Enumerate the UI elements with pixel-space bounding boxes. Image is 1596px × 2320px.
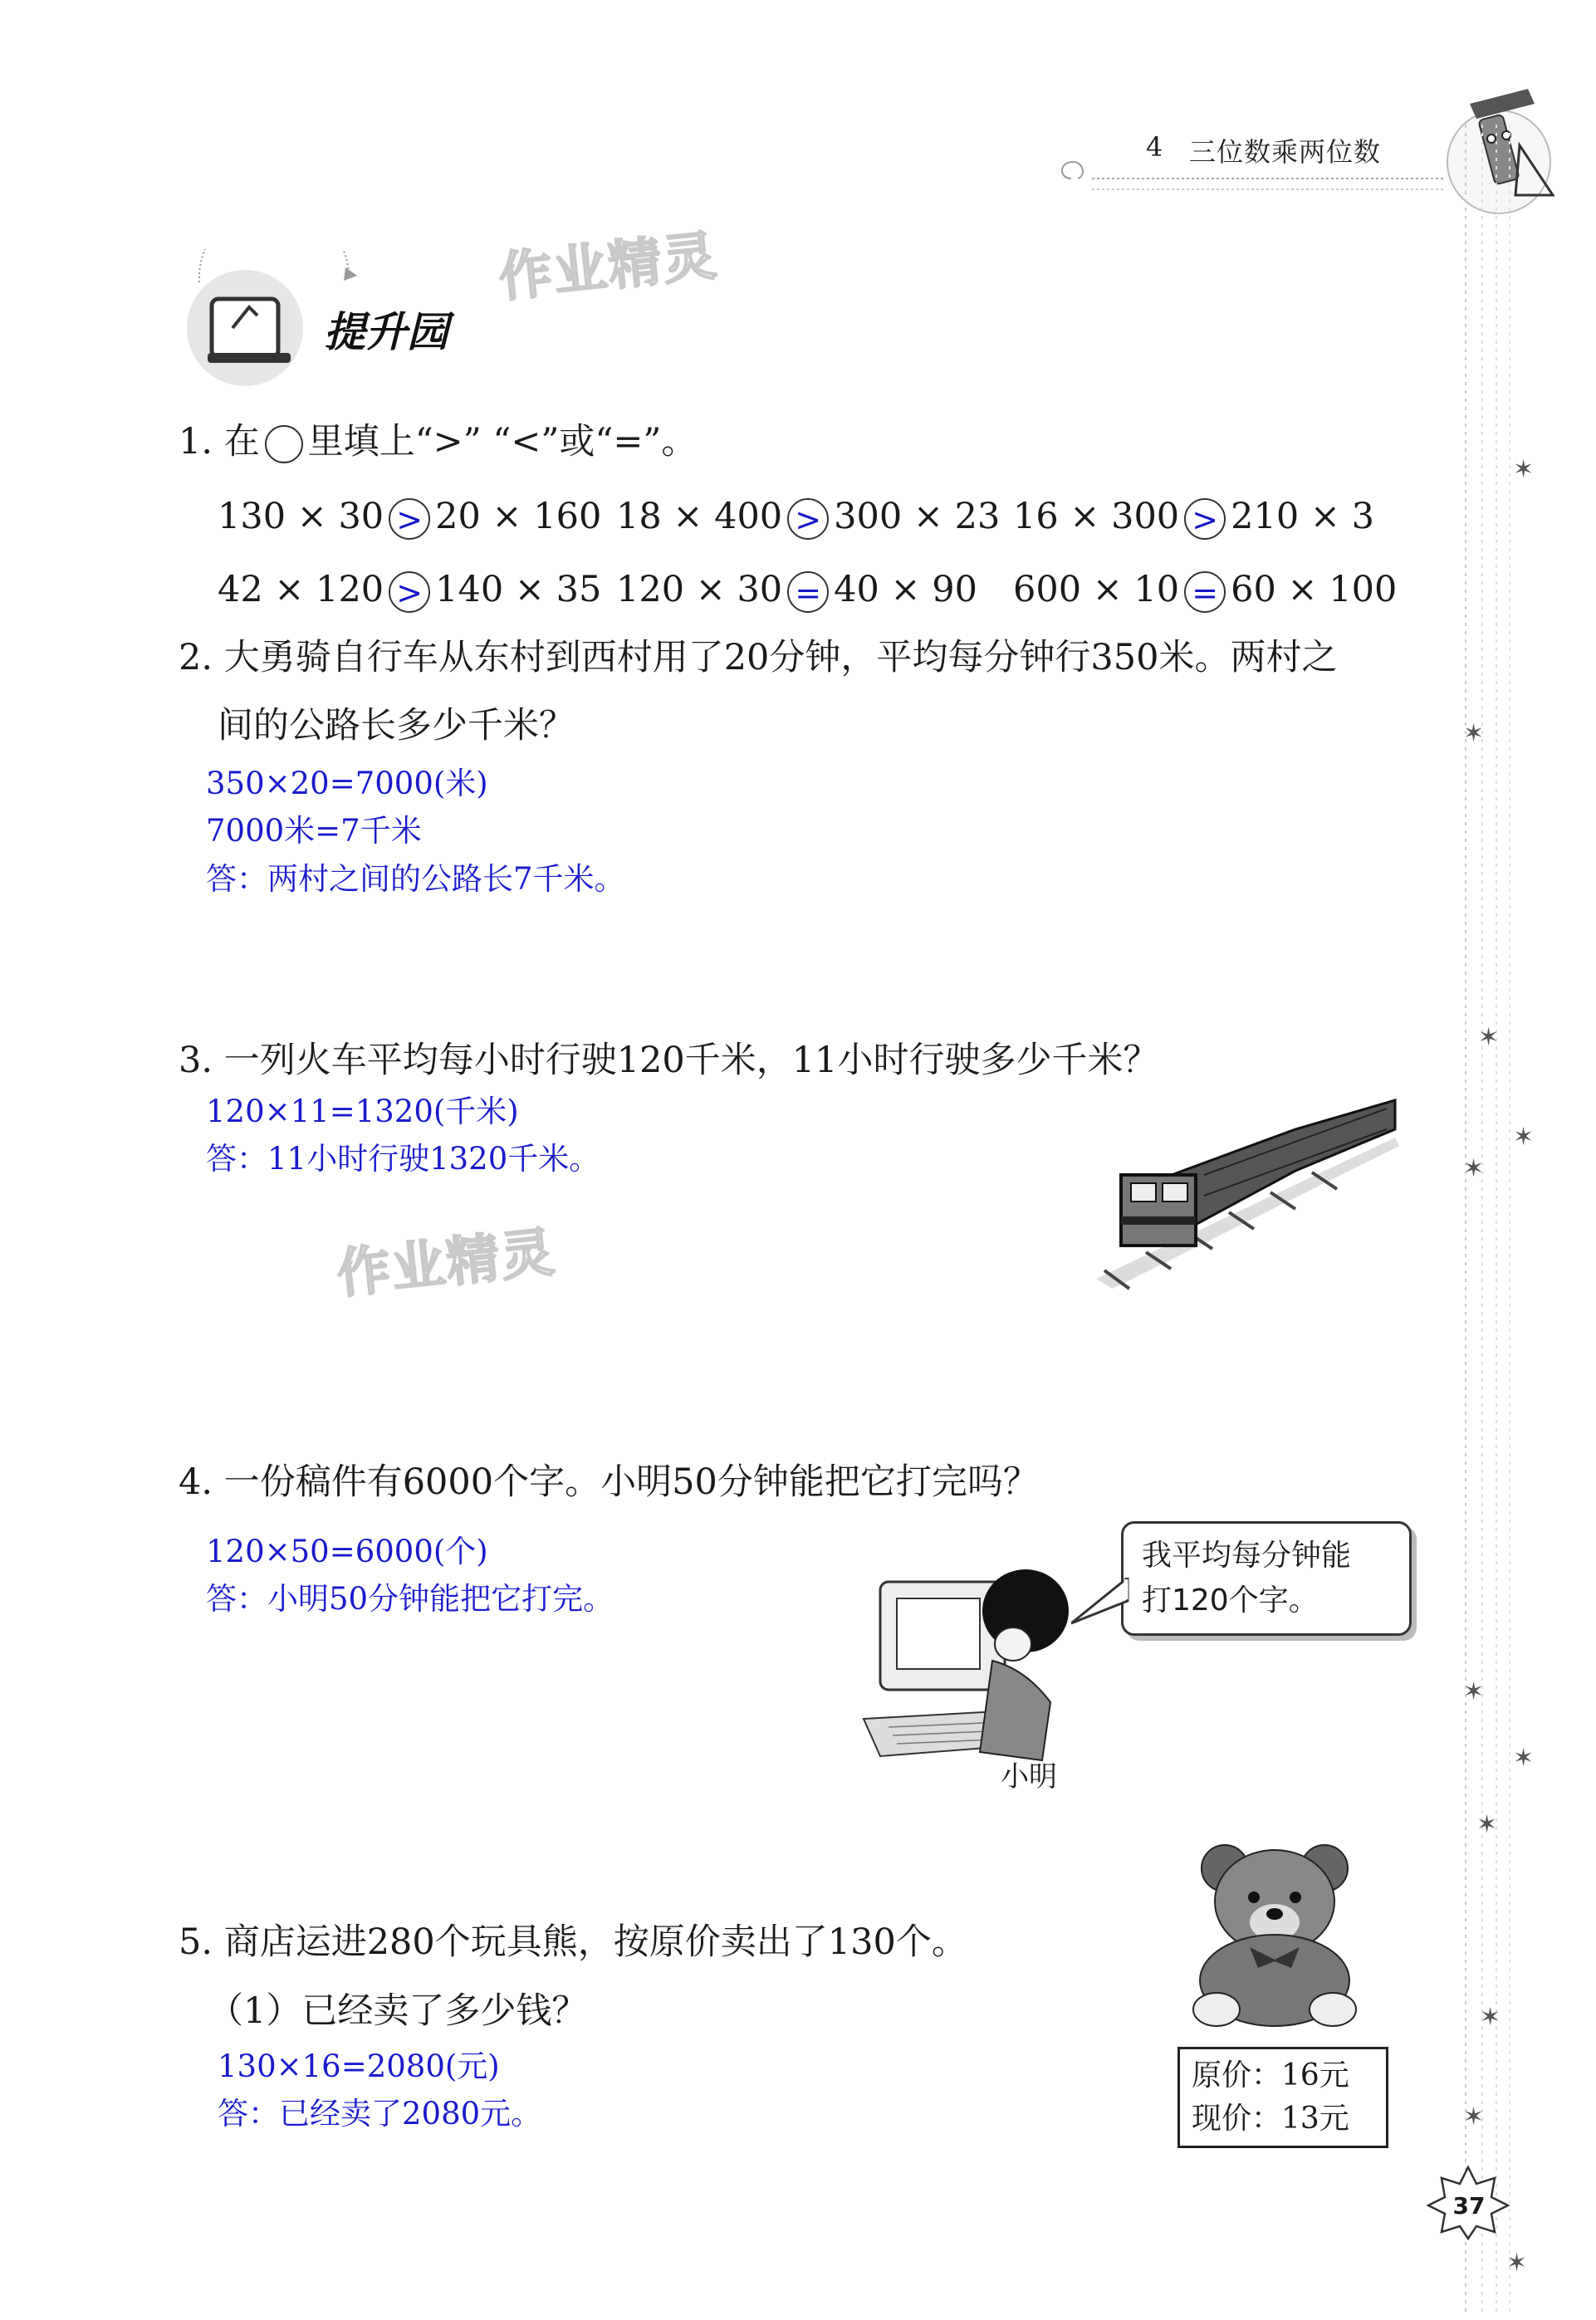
answer-circle[interactable]: > — [389, 571, 430, 613]
q1-prompt — [179, 419, 697, 466]
answer-circle[interactable]: > — [389, 498, 430, 540]
q3-line1: 3. 一列火车平均每小时行驶120千米，11小时行驶多少千米？ — [179, 1040, 1159, 1081]
boy-at-computer-image — [847, 1565, 1096, 1764]
chapter-number: 4 — [1146, 131, 1164, 163]
answer-line[interactable]: 120×11=1320(千米) — [206, 1094, 519, 1129]
chapter-title: 三位数乘两位数 — [1189, 136, 1382, 168]
q1-item: 18 × 400 > 300 × 23 — [616, 496, 1001, 538]
q1-item: 130 × 30 > 20 × 160 — [218, 496, 602, 538]
margin-decoration — [1445, 125, 1594, 2320]
page-number: 37 — [1452, 2192, 1486, 2220]
star-icon: ✶ — [1506, 2249, 1528, 2278]
speech-line: 我平均每分钟能 — [1142, 1539, 1352, 1573]
watermark: 作业精灵 — [334, 1221, 559, 1306]
answer-line[interactable]: 答：小明50分钟能把它打完。 — [206, 1581, 614, 1618]
q3-answer-block — [206, 1088, 600, 1183]
q4-answer-block — [206, 1528, 614, 1623]
star-icon: ✶ — [1478, 1023, 1500, 1052]
price-original: 原价：16元 — [1192, 2058, 1349, 2092]
q5-line1: 5. 商店运进280个玩具熊，按原价卖出了130个。 — [179, 1921, 967, 1963]
answer-circle[interactable]: > — [787, 498, 829, 540]
answer-line[interactable]: 350×20=7000(米) — [206, 766, 488, 801]
q4-line1: 4. 一份稿件有6000个字。小明50分钟能把它打完吗？ — [179, 1461, 1039, 1503]
watermark: 作业精灵 — [496, 225, 721, 310]
star-icon: ✶ — [1480, 2003, 1501, 2032]
answer-circle[interactable]: = — [787, 571, 829, 613]
answer-line[interactable]: 答：11小时行驶1320千米。 — [206, 1141, 600, 1177]
q2-answer-block — [206, 760, 625, 903]
section-title: 提升园 — [324, 308, 448, 356]
answer-line[interactable]: 120×50=6000(个) — [206, 1534, 488, 1569]
q1-item: 600 × 10 = 60 × 100 — [1013, 569, 1398, 611]
star-icon: ✶ — [1463, 1154, 1485, 1183]
q5-answer-block — [218, 2043, 541, 2138]
star-icon: ✶ — [1463, 719, 1485, 748]
star-icon: ✶ — [1476, 1810, 1498, 1839]
q1-item: 42 × 120 > 140 × 35 — [218, 569, 602, 611]
speech-tail — [1071, 1578, 1129, 1627]
price-current: 现价：13元 — [1192, 2102, 1349, 2136]
star-icon: ✶ — [1513, 1123, 1535, 1152]
teddy-bear-image — [1179, 1831, 1378, 2030]
star-icon: ✶ — [1463, 1677, 1485, 1706]
q1-item: 16 × 300 > 210 × 3 — [1013, 496, 1374, 538]
speech-bubble — [1121, 1521, 1412, 1636]
answer-circle[interactable]: > — [1184, 498, 1226, 540]
answer-circle[interactable]: = — [1184, 571, 1226, 613]
q1-item: 120 × 30 = 40 × 90 — [616, 569, 977, 611]
speech-line: 打120个字。 — [1142, 1583, 1319, 1618]
star-icon: ✶ — [1513, 455, 1535, 484]
q2-line2: 间的公路长多少千米？ — [218, 705, 575, 746]
price-tag — [1177, 2047, 1388, 2148]
train-image — [1088, 1096, 1403, 1295]
answer-line[interactable]: 7000米=7千米 — [206, 813, 422, 849]
answer-line[interactable]: 130×16=2080(元) — [218, 2048, 500, 2084]
boy-name-label: 小明 — [1001, 1760, 1057, 1794]
q1-prefix: 1. 在 — [179, 421, 260, 463]
answer-line[interactable]: 答：两村之间的公路长7千米。 — [206, 860, 625, 897]
star-icon: ✶ — [1513, 1744, 1535, 1773]
answer-line[interactable]: 答：已经卖了2080元。 — [218, 2096, 542, 2132]
blank-circle-icon — [265, 425, 303, 463]
q2-line1: 2. 大勇骑自行车从东村到西村用了20分钟，平均每分钟行350米。两村之 — [179, 637, 1338, 678]
star-icon: ✶ — [1463, 2102, 1485, 2132]
q5-sub1: （1）已经卖了多少钱？ — [208, 1990, 588, 2032]
q1-suffix: 里填上“>” “<”或“=”。 — [307, 421, 698, 463]
